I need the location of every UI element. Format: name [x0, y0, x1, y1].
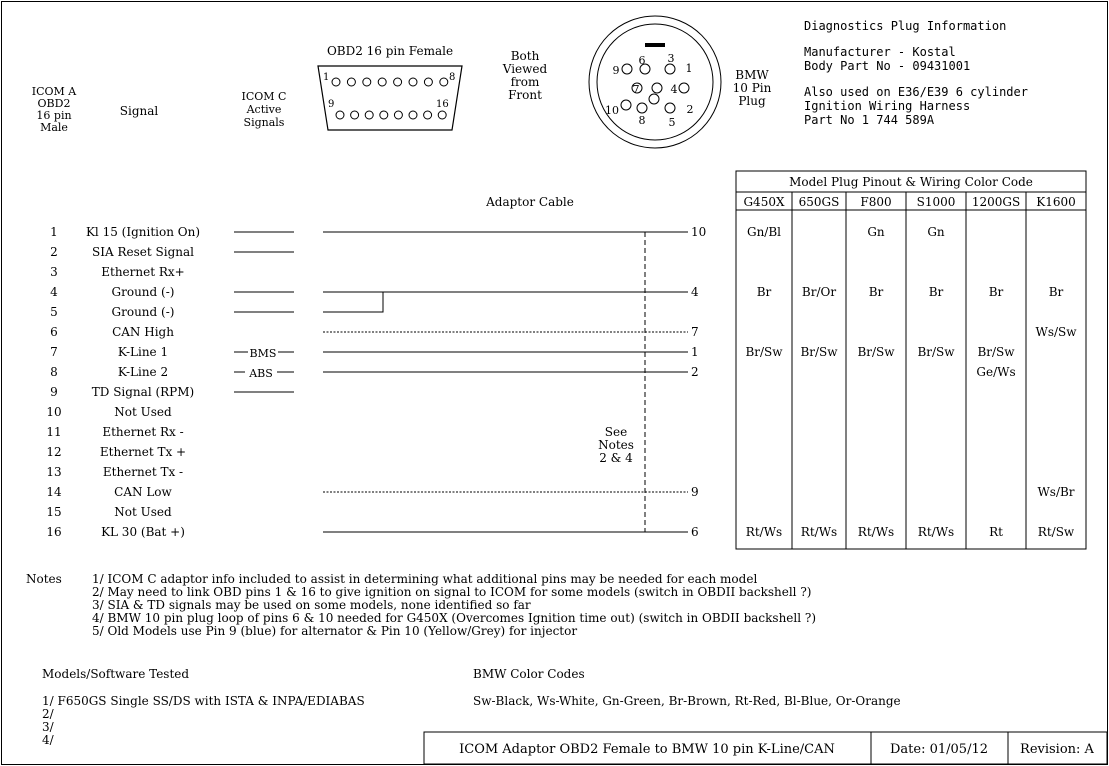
color-codes-title: BMW Color Codes	[473, 667, 585, 681]
icom-a-pin-number: 14	[46, 485, 62, 499]
obd2-outline	[318, 66, 462, 130]
bmw-color-codes	[473, 667, 901, 708]
bmw-plug-line-1: BMW	[735, 68, 769, 82]
icom-a-pin-number: 7	[50, 345, 58, 359]
obd2-pin-hole	[409, 78, 417, 86]
pin-signal-name: CAN Low	[114, 485, 172, 499]
info-manufacturer: Manufacturer - Kostal	[804, 45, 956, 59]
note-item: 3/ SIA & TD signals may be used on some models, none identified so far	[92, 598, 531, 612]
plug-pin-label: 7	[632, 83, 640, 96]
table-cell: Br	[928, 285, 944, 299]
obd2-pin-holes	[332, 78, 448, 119]
obd2-pin-hole	[336, 111, 344, 119]
drawing-date: Date: 01/05/12	[890, 742, 988, 757]
obd2-pin-hole	[347, 78, 355, 86]
plug-pin-label: 5	[668, 116, 676, 129]
plug-pin-hole	[637, 103, 647, 113]
see-notes-line-2: Notes	[598, 438, 634, 452]
pin-signal-name: Not Used	[114, 405, 172, 419]
bmw-pin-number: 9	[691, 485, 699, 499]
icom-a-pin-number: 5	[50, 305, 58, 319]
icom-c-line-3: Signals	[243, 116, 285, 129]
table-column-header: 1200GS	[971, 195, 1021, 209]
icom-c-bms-label: BMS	[249, 347, 277, 360]
icom-a-pin-number: 3	[50, 265, 58, 279]
obd2-pin-hole	[424, 111, 432, 119]
icom-a-line-1: ICOM A	[31, 85, 77, 98]
obd2-pin-1-label: 1	[323, 72, 330, 83]
icom-a-pin-number: 10	[46, 405, 62, 419]
icom-a-pin-number: 15	[46, 505, 62, 519]
table-cell: Rt	[989, 525, 1003, 539]
plug-pin-label: 1	[685, 62, 693, 75]
icom-a-pin-number: 16	[46, 525, 62, 539]
plug-pin-hole	[665, 64, 675, 74]
icom-c-tags	[248, 347, 276, 380]
obd2-pin-hole	[378, 78, 386, 86]
plug-pin-hole	[621, 100, 631, 110]
obd2-pin-16-label: 16	[436, 99, 449, 110]
plug-pin-label: 3	[667, 52, 675, 65]
pin-signal-name: CAN High	[112, 325, 174, 339]
see-notes-line-1: See	[604, 425, 628, 439]
plug-pin-hole	[679, 83, 689, 93]
icom-a-pin-number: 11	[46, 425, 62, 439]
info-title: Diagnostics Plug Information	[804, 19, 1007, 33]
table-cell: Br	[1048, 285, 1064, 299]
table-cell: Br/Sw	[800, 345, 838, 359]
table-cells	[745, 225, 1077, 539]
plug-pin-label: 4	[670, 83, 678, 96]
bmw-pin-number: 10	[691, 225, 707, 239]
note-item: 4/ BMW 10 pin plug loop of pins 6 & 10 needed for G450X (Overcomes Ignition time out) (switch in OBDII backshell ?)	[92, 611, 817, 625]
table-column-header: 650GS	[798, 195, 840, 209]
notes-label: Notes	[26, 572, 62, 586]
table-cell: Br/Sw	[977, 345, 1015, 359]
bmw-pin-number: 6	[691, 525, 699, 539]
table-title: Model Plug Pinout & Wiring Color Code	[789, 175, 1033, 189]
icom-a-pin-number: 8	[50, 365, 58, 379]
obd2-pin-hole	[332, 78, 340, 86]
pin-signal-name: K-Line 1	[117, 345, 169, 359]
icom-c-line-2: Active	[246, 103, 282, 116]
bmw-pin-number: 1	[691, 345, 699, 359]
table-cell: Rt/Ws	[917, 525, 955, 539]
table-cell: Ws/Br	[1037, 485, 1075, 499]
bmw-pin-number: 4	[691, 285, 699, 299]
icom-c-abs-label: ABS	[249, 367, 273, 380]
both-viewed-line-1: Both	[510, 49, 540, 63]
plug-pin-label: 2	[686, 103, 694, 116]
plug-pin-hole	[652, 83, 662, 93]
plug-pin-hole	[665, 103, 675, 113]
pin-signal-name: Not Used	[114, 505, 172, 519]
pin-signal-name: Ethernet Tx +	[99, 445, 187, 459]
notes-section	[26, 572, 816, 638]
table-cell: Rt/Ws	[745, 525, 783, 539]
adaptor-wires	[323, 232, 688, 532]
note-item: 2/ May need to link OBD pins 1 & 16 to give ignition on signal to ICOM for some models (switch in OBDII backshell ?)	[92, 585, 812, 599]
models-tested-item: 3/	[42, 720, 54, 734]
table-column-header: K1600	[1036, 195, 1076, 209]
obd2-pin-hole	[394, 78, 402, 86]
pin-signal-name: SIA Reset Signal	[92, 245, 194, 259]
table-cell: Br	[868, 285, 884, 299]
icom-a-pin-number: 13	[46, 465, 62, 479]
icom-a-line-4: Male	[40, 121, 68, 134]
icom-a-pin-number: 12	[46, 445, 62, 459]
models-tested	[42, 667, 365, 747]
models-tested-item: 1/ F650GS Single SS/DS with ISTA & INPA/EDIABAS	[42, 694, 365, 708]
obd2-pin-hole	[351, 111, 359, 119]
pin-signal-name: K-Line 2	[117, 365, 169, 379]
pin-signal-name: Ground (-)	[111, 305, 175, 319]
adaptor-cable-label: Adaptor Cable	[486, 195, 574, 209]
info-body-part: Body Part No - 09431001	[804, 59, 971, 73]
both-viewed-line-4: Front	[508, 88, 542, 102]
obd2-pin-hole	[365, 111, 373, 119]
pin-signal-name: Ethernet Rx -	[102, 425, 184, 439]
color-codes-text: Sw-Black, Ws-White, Gn-Green, Br-Brown, Rt-Red, Bl-Blue, Or-Orange	[473, 694, 901, 708]
wire-ground-link	[323, 292, 383, 312]
info-part-no: Part No 1 744 589A	[804, 113, 935, 127]
plug-pin-label: 9	[612, 64, 620, 77]
obd2-title: OBD2 16 pin Female	[326, 44, 454, 58]
table-column-header: G450X	[743, 195, 785, 209]
models-tested-item: 4/	[42, 733, 54, 747]
table-cell: Br/Sw	[745, 345, 783, 359]
obd2-pin-hole	[380, 111, 388, 119]
plug-pin-hole	[649, 94, 659, 104]
plug-pin-holes	[605, 52, 694, 129]
pin-signal-name: Kl 15 (Ignition On)	[85, 225, 201, 239]
drawing-title: ICOM Adaptor OBD2 Female to BMW 10 pin K-Line/CAN	[459, 742, 835, 757]
icom-a-line-3: 16 pin	[36, 109, 72, 122]
info-also-used: Also used on E36/E39 6 cylinder	[804, 85, 1028, 99]
table-cell: Rt/Ws	[857, 525, 895, 539]
pin-list	[46, 225, 200, 539]
info-harness: Ignition Wiring Harness	[804, 99, 971, 113]
icom-a-pin-number: 1	[50, 225, 58, 239]
wiring-color-table	[736, 171, 1086, 549]
plug-pin-hole	[622, 64, 632, 74]
icom-a-line-2: OBD2	[37, 97, 71, 110]
bmw-pin-number: 2	[691, 365, 699, 379]
note-item: 1/ ICOM C adaptor info included to assist in determining what additional pins may be needed for each model	[92, 572, 758, 586]
plug-pin-label: 10	[605, 104, 619, 117]
icom-a-pin-number: 9	[50, 385, 58, 399]
obd2-pin-8-label: 8	[449, 72, 456, 83]
see-notes-line-3: 2 & 4	[599, 451, 633, 465]
obd2-pin-hole	[440, 78, 448, 86]
drawing-revision: Revision: A	[1020, 742, 1094, 757]
icom-a-pin-number: 4	[50, 285, 58, 299]
icom-a-pin-number: 2	[50, 245, 58, 259]
obd2-pin-hole	[438, 111, 446, 119]
pin-signal-name: Ground (-)	[111, 285, 175, 299]
table-cell: Br/Sw	[857, 345, 895, 359]
table-column-header: S1000	[916, 195, 956, 209]
title-block	[424, 732, 1107, 764]
obd2-pin-9-label: 9	[328, 99, 335, 110]
bmw-10-pin-plug	[589, 16, 772, 148]
table-cell: Br/Or	[801, 285, 837, 299]
table-column-header: F800	[860, 195, 892, 209]
icom-a-pin-number: 6	[50, 325, 58, 339]
table-cell: Gn/Bl	[746, 225, 782, 239]
plug-pin-label: 8	[638, 114, 646, 127]
models-tested-item: 2/	[42, 707, 54, 721]
note-item: 5/ Old Models use Pin 9 (blue) for alternator & Pin 10 (Yellow/Grey) for injector	[92, 624, 578, 638]
bmw-pin-number: 7	[691, 325, 699, 339]
table-cell: Gn	[927, 225, 945, 239]
table-cell: Ge/Ws	[976, 365, 1016, 379]
table-cell: Ws/Sw	[1035, 325, 1077, 339]
pin-signal-name: TD Signal (RPM)	[91, 385, 195, 399]
plug-info	[804, 19, 1028, 127]
table-cell: Br/Sw	[917, 345, 955, 359]
pin-signal-name: Ethernet Rx+	[101, 265, 185, 279]
plug-outer-ring	[589, 16, 721, 148]
both-viewed-line-2: Viewed	[502, 62, 548, 76]
plug-key	[645, 43, 665, 47]
obd2-pin-hole	[363, 78, 371, 86]
both-viewed-note	[502, 49, 548, 102]
obd2-pin-hole	[394, 111, 402, 119]
bmw-plug-line-3: Plug	[738, 94, 766, 108]
table-cell: Rt/Sw	[1037, 525, 1075, 539]
plug-pin-label: 6	[638, 54, 646, 67]
table-cell: Rt/Ws	[800, 525, 838, 539]
see-notes	[598, 425, 634, 465]
table-cell: Br	[756, 285, 772, 299]
pin-signal-name: Ethernet Tx -	[102, 465, 184, 479]
pin-signal-name: KL 30 (Bat +)	[101, 525, 185, 539]
models-tested-title: Models/Software Tested	[42, 667, 190, 681]
header-icom-a	[32, 85, 78, 134]
bmw-plug-line-2: 10 Pin	[732, 81, 772, 95]
icom-c-line-1: ICOM C	[241, 90, 287, 103]
signal-heading: Signal	[119, 104, 159, 118]
table-frame	[736, 171, 1086, 549]
table-cell: Br	[988, 285, 1004, 299]
both-viewed-line-3: from	[510, 75, 540, 89]
obd2-connector	[318, 44, 462, 130]
obd2-pin-hole	[409, 111, 417, 119]
obd2-pin-hole	[424, 78, 432, 86]
plug-inner-ring	[597, 24, 713, 140]
table-cell: Gn	[867, 225, 885, 239]
header-icom-c	[242, 90, 287, 129]
bmw-pin-numbers	[691, 225, 706, 539]
sheet-border	[2, 2, 1108, 765]
